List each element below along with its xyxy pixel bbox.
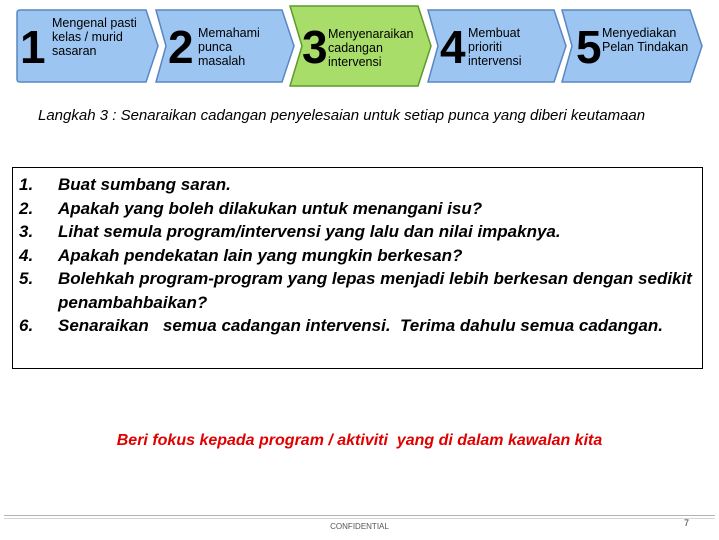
suggestion-list — [13, 173, 703, 338]
step-1-label: Mengenal pasti kelas / murid sasaran — [52, 16, 137, 58]
list-item — [13, 267, 703, 314]
step-3-label: Menyenaraikan cadangan intervensi — [328, 27, 414, 69]
list-item-number: 1. — [19, 175, 34, 194]
list-item-text: Buat sumbang saran. — [58, 175, 231, 194]
list-item-text: Lihat semula program/intervensi yang lalu dan nilai impaknya. — [58, 222, 561, 241]
page-number: 7 — [684, 518, 690, 528]
process-step-1 — [14, 0, 162, 100]
list-item-text: Apakah pendekatan lain yang mungkin berkesan? — [58, 245, 463, 265]
list-item — [13, 314, 703, 338]
list-item-number: 5. — [19, 269, 34, 288]
process-step-5 — [556, 0, 706, 100]
list-item-number: 2. — [19, 198, 34, 218]
list-item — [13, 220, 703, 244]
footer-divider-secondary — [4, 518, 715, 519]
step-4-number: 4 — [440, 21, 465, 73]
list-item-number: 3. — [19, 222, 34, 241]
step-4-label: Membuat prioriti intervensi — [468, 26, 522, 68]
list-item-text: Bolehkah program-program yang lepas menjadi lebih berkesan dengan sedikit penambahbaikan? — [58, 269, 692, 312]
footer-divider — [4, 515, 715, 516]
list-item — [13, 244, 703, 268]
process-steps — [0, 0, 719, 100]
list-item-number: 6. — [19, 316, 34, 335]
process-step-2 — [150, 0, 298, 100]
process-step-4 — [422, 0, 570, 100]
list-item-text: Apakah yang boleh dilakukan untuk menangani isu? — [58, 198, 483, 218]
list-item-number: 4. — [19, 245, 34, 265]
step-2-number: 2 — [168, 21, 193, 73]
focus-note: Beri fokus kepada program / aktiviti yang di dalam kawalan kita — [116, 432, 603, 449]
step-heading: Langkah 3 : Senaraikan cadangan penyelesaian untuk setiap punca yang diberi keutamaan — [38, 107, 646, 124]
step-5-label: Menyediakan Pelan Tindakan — [602, 26, 689, 54]
step-1-number: 1 — [20, 21, 45, 73]
list-item — [13, 197, 703, 221]
process-step-3-active — [284, 0, 434, 100]
step-2-label: Memahami punca masalah — [198, 26, 260, 68]
list-item — [13, 173, 703, 197]
confidential-label: CONFIDENTIAL — [330, 522, 389, 531]
step-3-number: 3 — [302, 21, 327, 73]
suggestion-list-box — [12, 167, 703, 369]
step-5-number: 5 — [576, 21, 601, 73]
list-item-text: Senaraikan semua cadangan intervensi. Terima dahulu semua cadangan. — [58, 316, 663, 335]
